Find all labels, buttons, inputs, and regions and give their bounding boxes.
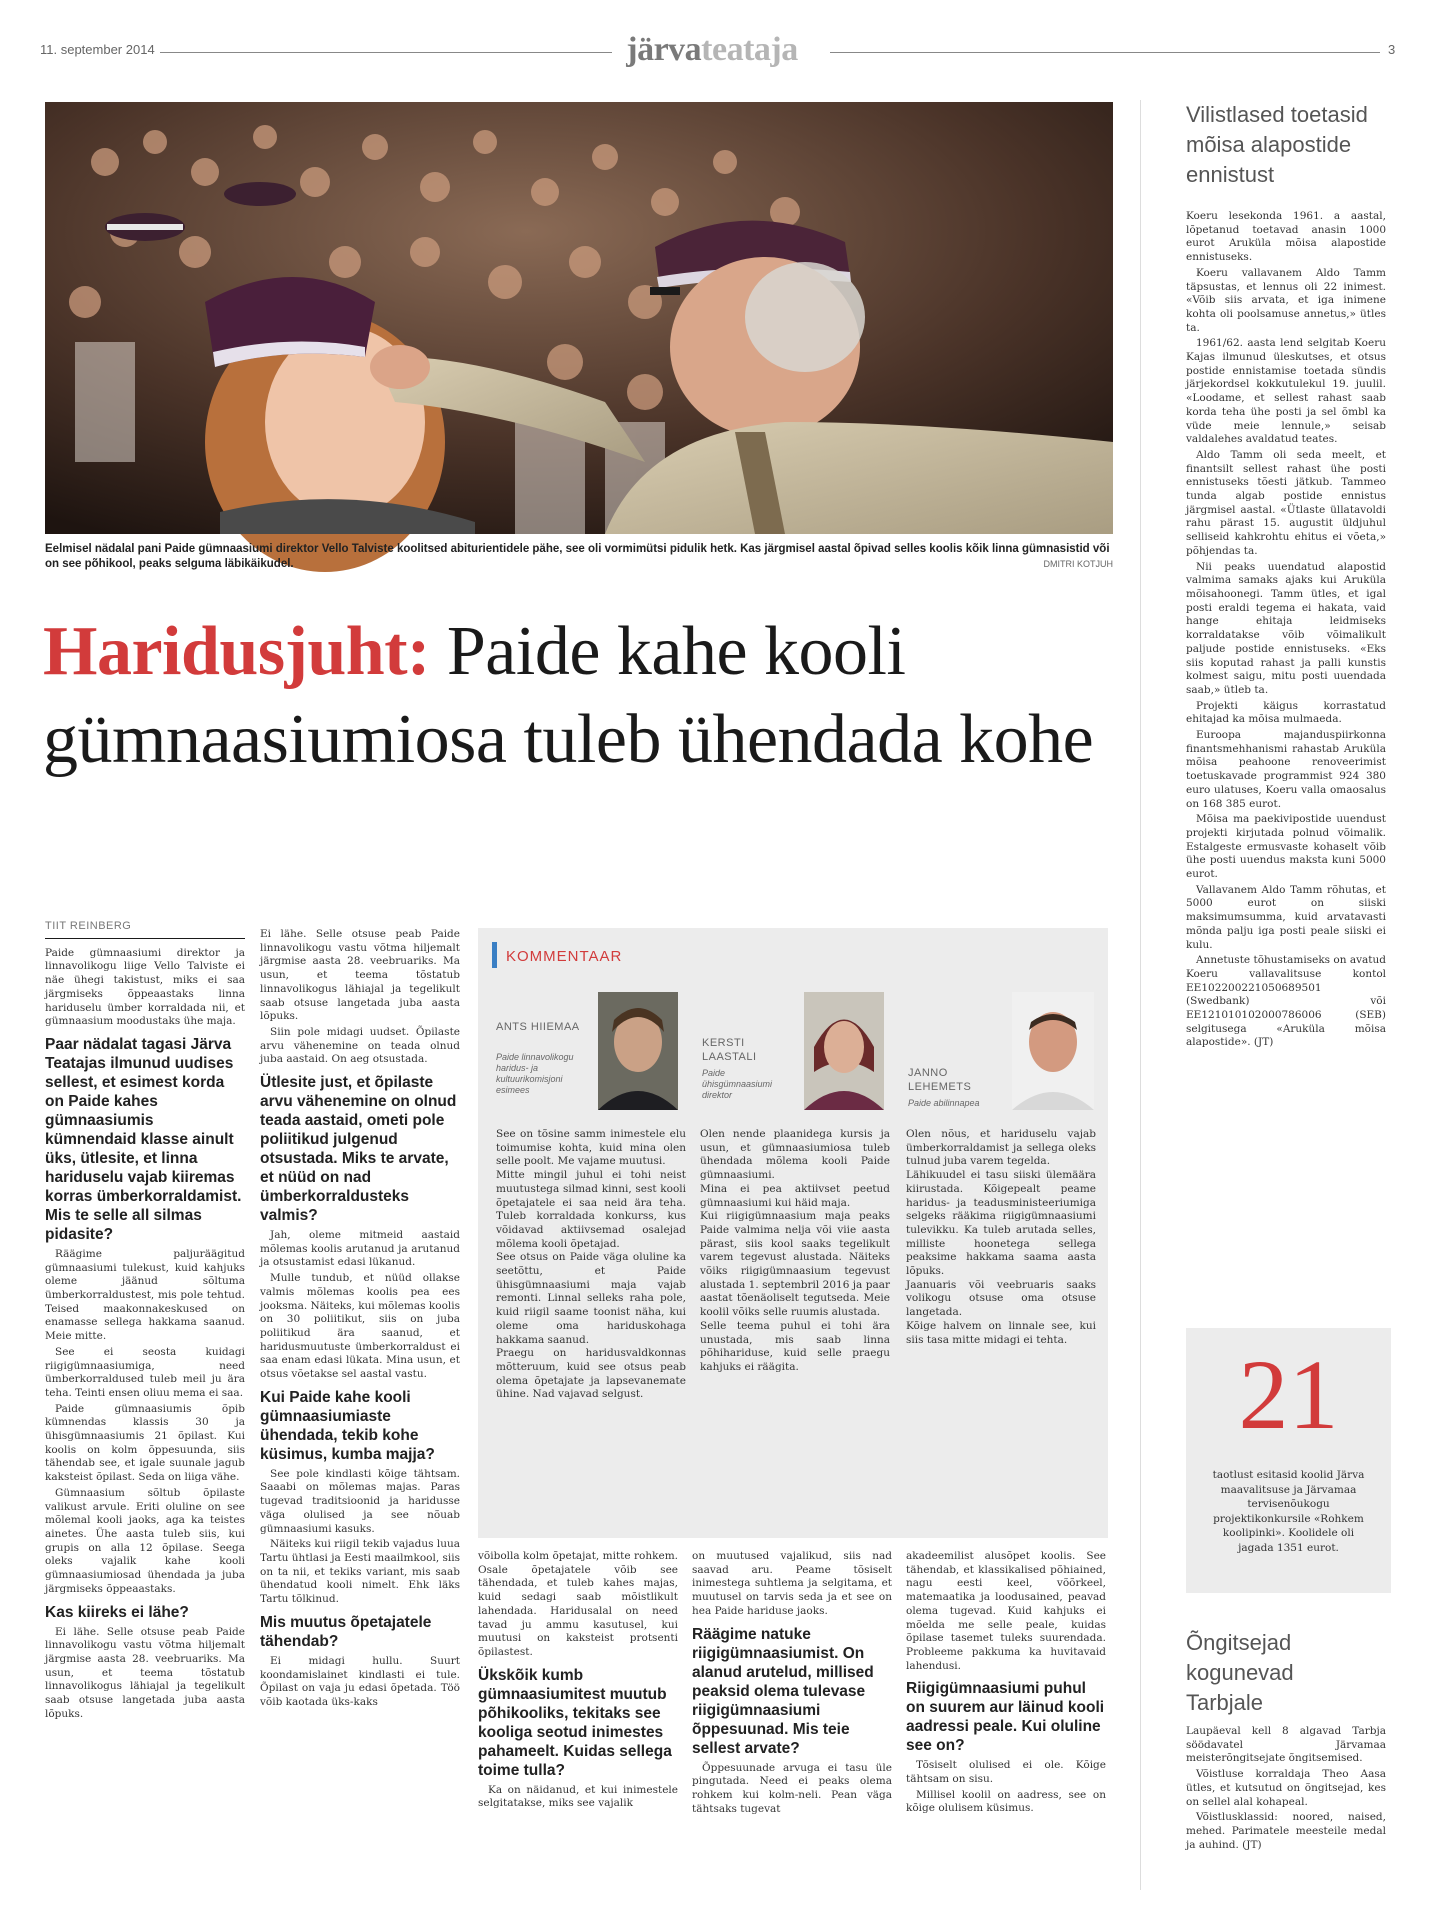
- answer-6: Ka on näidanud, et kui inimestele selgitatakse, miks see vajalik: [478, 1783, 678, 1810]
- answer-4: See pole kindlasti kõige tähtsam. Saaabi on mõlemas majas. Paras tugevad traditsioonid ja haridusse väga olulised ja see nõuab gümnaasiumi kasuks.: [260, 1467, 460, 1535]
- story1-para-3: 1961/62. aasta lend selgitab Koeru Kajas ilmunud üleskutses, et otsus postide ennistamise toetada sündis järjekordsel kokkutulekul 19. juulil. «Loodame, et sellest rahast saab korda teha ühe posti ja sel õmbl ka vüde meie lennule,» seisab valdalehes avaldatud teates.: [1186, 337, 1386, 446]
- commentator-3-text: Olen nõus, et hariduselu vajab ümberkorraldamist ja sellega oleks tulnud juba varem tegelda. Lähikuudel ei tasu siiski ülemäära kiirustada. Kõigepealt peame haridus- ja teadusministeeriumiga selgeks rääkima riigigümnaasiumi tulevikku. Ka tuleb arutada selles, milliste hoonetega sellega peaksime hakkama saama aasta lõpuks. Jaanuaris või veebruaris saaks volikogu otsuse oma otsuse langetada. Kõige halvem on linnale see, kui siis tasa mitte midagi ei tehta.: [906, 1128, 1096, 1346]
- col3-continuation: võibolla kolm õpetajat, mitte rohkem. Osale õpetajatele võib see tähendada, et tuleb kahes majas, kuid sedagi saab mõistlikult lahendada. Haridusalal on need tavad ju ammu kasutusel, kui muutusi on kaksteist protsenti õpilastest.: [478, 1550, 678, 1658]
- commentator-2-photo: [804, 992, 884, 1110]
- commentator-3-portrait: [1012, 992, 1094, 1110]
- logo-part-teataja: teataja: [701, 31, 798, 68]
- story1-para-5: Nii peaks uuendatud alapostid valmima samaks ajaks kui Aruküla mõisahoonegi. Tamm ütles, et igal posti eraldi tegema ei hakata, vaid hange ehitaja leidmiseks korraldatakse võib võimalikult paljude postide ennistuseks. «Eks siis koputad rahast ja palli kunstis kolmest saigu, mitu posti uuendada saab,» ütleb ta.: [1186, 560, 1386, 696]
- header-rule-right: [830, 52, 1380, 53]
- story1-para-10: Annetuste tõhustamiseks on avatud Koeru vallavalitsuse kontol EE102200221050689501 (Swedbank) või EE121010102000786006 (SEB) selgitusega «Aruküla mõisa alapostide». (JT): [1186, 954, 1386, 1049]
- story1-para-2: Koeru vallavanem Aldo Tamm täpsustas, et lennus oli 22 inimest. «Võib siis arvata, et iga inimene kohta oli poolsamuse annetus,» ütles ta.: [1186, 266, 1386, 334]
- sidebar-story-1-title: Vilistlased toetasid mõisa alapostide ennistust: [1186, 102, 1368, 187]
- headline: [43, 608, 1123, 784]
- story2-para-2: Võistluse korraldaja Theo Aasa ütles, et kutsutud on õngitsejad, kes on sellel alal kohapeal.: [1186, 1768, 1386, 1808]
- commentator-1-name: ANTS HIIEMAA: [496, 1021, 580, 1033]
- sidebar-divider: [1140, 100, 1141, 1890]
- question-8: Riigigümnaasiumi puhul on suurem aur läinud kooli aadressi peale. Kui oluline see on?: [906, 1680, 1105, 1755]
- article-col-5: [906, 1550, 1106, 1818]
- question-1: Paar nädalat tagasi Järva Teatajas ilmunud uudises sellest, et esimest korda on Paide kahes gümnaasiumis kümnendaid klasse ainult üks, ütlesite, et linna hariduselu vajab kiiremas korras ümberkorraldamist. Mis te selle all silmas pidasite?: [45, 1035, 242, 1243]
- answer-2-start: Ei lähe. Selle otsuse peab Paide linnavolikogu vastu võtma hiljemalt järgmise aasta 28. veebruariks. Ma usun, et teema tõstatub linnavolikogus lähiajal ja tegelikult saab otsuse langetada juba aasta lõpuks.: [45, 1625, 245, 1720]
- commentator-1-portrait: [598, 992, 678, 1110]
- sidebar-story-2-body: [1186, 1725, 1386, 1854]
- commentator-1-role: Paide linnavolikogu haridus- ja kultuurikomisjoni esimees: [496, 1052, 574, 1095]
- question-6: Ükskõik kumb gümnaasiumitest muutub põhikooliks, tekitaks see kooliga seotud inimestes pahameelt. Kuidas sellega toime tulla?: [478, 1666, 672, 1779]
- question-2: Kas kiireks ei lähe?: [45, 1603, 189, 1621]
- answer-1b: See ei seosta kuidagi riigigümnaasiumiga, need ümberkorraldused tuleb meil ju ära teha. Teinti ensen oliuu mema ei saa.: [45, 1345, 245, 1399]
- col4-continuation: on muutused vajalikud, siis nad saavad aru. Peame tõsiselt inimestega suhtlema ja selgitama, et muutusel on tarvis seda ja et see on hea Paide hariduse jaoks.: [692, 1550, 892, 1617]
- page-number: 3: [1388, 42, 1396, 57]
- photo-illustration: [45, 102, 1113, 534]
- story1-para-1: Koeru lesekonda 1961. a aastal, lõpetanud toetavad anasin 1000 eurot Aruküla mõisa alapostide ennistuseks.: [1186, 210, 1386, 264]
- story1-para-9: Vallavanem Aldo Tamm rõhutas, et 5000 eurot on siiski maksimumsumma, kuid arvatavasti mõnda palju iga posti peale siiski ei kulu.: [1186, 883, 1386, 951]
- story2-para-3: Võistlusklassid: noored, naised, mehed. Parimatele meesteile medal ja auhind. (JT): [1186, 1811, 1386, 1851]
- sidebar-story-2-title: Õngitsejad kogunevad Tarbjale: [1186, 1630, 1294, 1715]
- stat-number: 21: [1238, 1339, 1339, 1450]
- question-3: Ütlesite just, et õpilaste arvu vähenemine on olnud teada aastaid, ometi pole poliitikud julgenud otsustada. Miks te arvate, et nüüd on nad ümberkorraldusteks valmis?: [260, 1074, 457, 1225]
- answer-4b: Näiteks kui riigil tekib vajadus luua Tartu ühtlasi ja Eesti maailmkool, siis on ta nii, et tekiks variant, mis saab ühendatud kooli nimelt. Ehk läks Tartu tõlkinud.: [260, 1538, 460, 1606]
- answer-7: Õppesuunade arvuga ei tasu üle pingutada. Need ei peaks olema rohkem kui kolm-neli. Pean väga tähtsaks tugevat: [692, 1761, 892, 1815]
- issue-date: 11. september 2014: [40, 42, 155, 57]
- question-4: Kui Paide kahe kooli gümnaasiumiaste ühendada, tekib kohe küsimus, kumba majja?: [260, 1388, 435, 1463]
- headline-rest: Paide kahe kooli gümnaasiumiosa tuleb ühendada kohe: [43, 613, 1094, 778]
- main-photo: [45, 102, 1113, 534]
- story2-para-1: Laupäeval kell 8 algavad Tarbja söödavatel Järvamaa meisterõngitsejate õngitsemised.: [1186, 1725, 1386, 1765]
- answer-3b: Mulle tundub, et nüüd ollakse valmis mõlemas koolis pea ees jooksma. Näiteks, kui mõlemas koolis on 30 poliitikut, siis on juba poliitikud ära saanud, et haridusmuutuste ümberkorraldust ei saa enam edasi lükata. Mina usun, et otsus võetakse sel aastal vastu.: [260, 1272, 460, 1381]
- commentator-3-photo: [1012, 992, 1094, 1110]
- story1-para-4: Aldo Tamm oli seda meelt, et finantsilt sellest rahast ühe posti ennistuseks tõesti jätkub. Tammeo tunda algab postide ennistus järgmisel aastal. «Ütlaste üllatavoldi rahu pärast 15. augustit üldjuhul selliseid kahkrohtu ehitus ei võeta,» põhjendas ta.: [1186, 448, 1386, 557]
- commentator-2-text: Olen nende plaanidega kursis ja usun, et gümnaasiumiosa tuleb ühendada mõlema kooli Paide gümnaasiumi. Mina ei pea aktiivset peetud gümnaasiumi kui häid maja. Kui riigigümnaasium maja peaks Paide valmima nelja või viie aasta pärast, siis kool saaks tegelikult varem tegevust alustada. Näiteks võiks riigigümnaasium tegevust alustada 1. septembril 2016 ja paar aastat tõenäoliselt tegutseda. Meie koolil võiks selle ruumis alustada. Selle teema puhul ei tohi ära unustada, mis saab linna põhihariduse, kuid selle praegu kahjuks ei räägita.: [700, 1128, 890, 1373]
- sidebar-story-1-body: [1186, 210, 1386, 1052]
- commentator-1-text: See on tõsine samm inimestele elu toimumise kohta, kuid mina olen selle poolt. Me vajame muutusi. Mitte mingil juhul ei tohi neist muutustega silmad kinni, sest kooli õpetajatele ei saa neid ära teha. Tuleb korraldada konkurss, kus võidavad aktiivsemad osalejad mõlema kooli õpetajad. See otsus on Paide väga oluline ka seetõttu, et Paide ühisgümnaasiumi maja vajab remonti. Linnal selleks raha pole, kuid riigil saame toonist näha, kui oleme oma hariduskohaga hakkama saanud. Praegu on haridusvaldkonnas mõtteruum, kuid see otsus peab olema õpetajate ja lapsevanemate ühine. Nad vajavad selgust.: [496, 1128, 686, 1401]
- answer-1: Räägime paljuräägitud gümnaasiumi tulekust, kuid kahjuks oleme jäänud sõltuma ümberkorraldustest, mis pole tehtud. Teised maakonnakeskused on enamasse sellega hakkama saanud. Meie mitte.: [45, 1247, 245, 1343]
- answer-5: Ei midagi hullu. Suurt koondamislainet kindlasti ei tule. Õpilast on vaja ju edasi õpetada. Töö võib kaotada üks-kaks: [260, 1654, 460, 1708]
- commentator-3-name: JANNO LEHEMETS: [908, 1067, 972, 1093]
- article-col-4: [692, 1550, 892, 1818]
- stat-text: taotlust esitasid koolid Järva maavalitsuse ja Järvamaa tervisenõukogu projektikonkursile «Rohkem koolipinki». Koolidele oli jagada 1351 eurot.: [1212, 1469, 1365, 1554]
- answer-8: Tõsiselt olulised ei ole. Kõige tähtsam on sisu.: [906, 1759, 1106, 1786]
- question-5: Mis muutus õpetajatele tähendab?: [260, 1613, 432, 1650]
- commentary-box: [478, 928, 1108, 1538]
- answer-1d: Gümnaasium sõltub õpilaste valikust arvule. Eriti oluline on see mõlemal kooli jaoks, aga ka teistes ainetes. Ühe aasta tuleb siis, kui grupis on alla 12 õpilase. Seega oleks vajalik kahe kooli gümnaasiumiosad ühendada ja juba järgmiseks õppeaastaks.: [45, 1486, 245, 1595]
- answer-2: Ei lähe. Selle otsuse peab Paide linnavolikogu vastu võtma hiljemalt järgmise aasta 28. veebruariks. Ma usun, et teema tõstatub linnavolikogus lähiajal ja tegelikult saab otsuse langetada juba aasta lõpuks.: [260, 928, 460, 1023]
- logo-part-jarva: järva: [626, 31, 702, 68]
- commentator-3-role: Paide abilinnapea: [908, 1098, 980, 1108]
- question-7: Räägime natuke riigigümnaasiumist. On alanud arutelud, millised peaksid olema tulevase riigigümnaasiumi õppesuunad. Mis teie sellest arvate?: [692, 1625, 874, 1757]
- commentator-2-role: Paide ühisgümnaasiumi direktor: [702, 1068, 773, 1100]
- answer-3: Jah, oleme mitmeid aastaid mõlemas koolis arutanud ja arutanud ja otsustamist edasi lükanud.: [260, 1229, 460, 1269]
- header-rule-left: [160, 52, 612, 53]
- answer-8b: Millisel koolil on aadress, see on kõige olulisem küsimus.: [906, 1788, 1106, 1815]
- answer-2b: Siin pole midagi uudset. Õpilaste arvu vähenemine on teada olnud juba aastaid. On aeg otsustada.: [260, 1025, 460, 1066]
- commentary-accent-bar: [492, 942, 497, 968]
- lead-paragraph: Paide gümnaasiumi direktor ja linnavolikogu liige Vello Talviste ei näe ühegi takistust, miks ei saa järgmiseks õppeaastaks linna hariduselu ümber korraldada nii, et gümnaasium moodustaks ühe maja.: [45, 946, 245, 1028]
- col5-continuation: akadeemilist alusõpet koolis. See tähendab, et klassikalised põhiained, nagu eesti keel, võõrkeel, matemaatika ja loodusained, peavad olema tugevad. Kuid kahjuks ei mõelda me selle peale, kuidas õpilase tasemet tuleks suurendada. Probleeme pakkuma ka huvitavaid lahendusi.: [906, 1550, 1106, 1672]
- commentator-1-photo: [598, 992, 678, 1110]
- headline-red: Haridusjuht:: [43, 613, 430, 690]
- stat-box: [1186, 1328, 1391, 1593]
- commentator-2-portrait: [804, 992, 884, 1110]
- commentary-title: KOMMENTAAR: [506, 948, 623, 965]
- byline: TIIT REINBERG: [45, 920, 245, 939]
- story1-para-7: Euroopa majanduspiirkonna finantsmehhanismi rahastab Aruküla mõisa peahoone renoveerimist toetuskavade programmist 924 380 euro ulatuses, Koeru valla omaosalus on 168 385 eurot.: [1186, 729, 1386, 810]
- photo-credit: DMITRI KOTJUH: [1043, 559, 1113, 569]
- article-col-2: [260, 928, 460, 1712]
- photo-caption: Eelmisel nädalal pani Paide gümnaasiumi direktor Vello Talviste koolitsed abiturientidele pähe, see oli vormimütsi pidulik hetk. Kas järgmisel aastal õpivad selles koolis kõik linna gümnasistid või on see põhikool, peaks selguma läbikäikudel.: [45, 543, 1110, 570]
- answer-1c: Paide gümnaasiumis õpib kümnendas klassis 30 ja ühisgümnaasiumis 21 õpilast. Kui koolis on kolm õppesuunda, siis tähendab see, et igale suunale jagub kaksteist õpilast. Seda on liiga vähe.: [45, 1402, 245, 1484]
- story1-para-8: Mõisa ma paekivipostide uuendust projekti kirjutada polnud võimalik. Estalgeste ermusvaste kohaselt võib ühe posti uuendus maksta kuni 5000 eurot.: [1186, 813, 1386, 881]
- story1-para-6: Projekti käigus korrastatud ehitajad ka mõisa mulmaeda.: [1186, 699, 1386, 726]
- commentator-2-name: KERSTI LAASTALI: [702, 1037, 757, 1063]
- article-col-1: [45, 920, 245, 1720]
- masthead-logo: [612, 30, 812, 70]
- article-col-3: [478, 1550, 678, 1813]
